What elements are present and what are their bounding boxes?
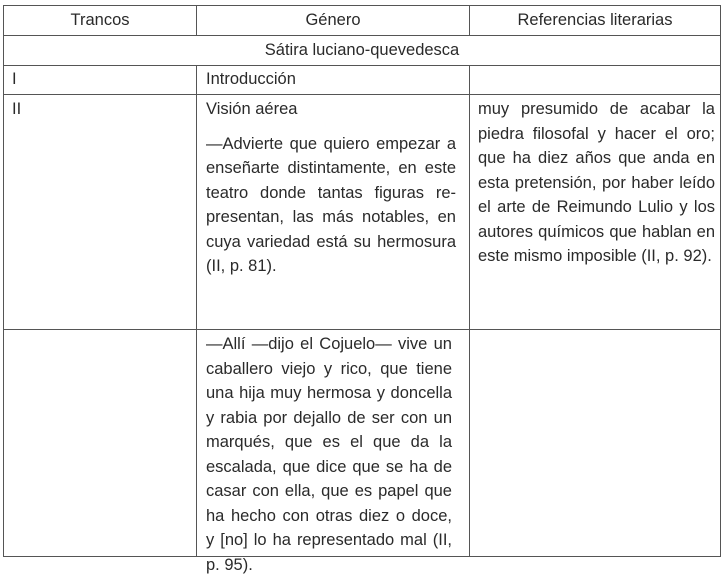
section-divider [3, 65, 721, 66]
genero-cell [206, 332, 452, 577]
header-divider [3, 35, 721, 36]
table-border-top [3, 5, 721, 6]
header-trancos: Trancos [70, 11, 130, 29]
table-border-left [3, 5, 4, 557]
tranco-cell: I [12, 70, 17, 88]
quote-text: —Advierte que quiero empezar a enseñarte distintamente, en este teatro donde tantas figuras representan, las más notables, en cuya variedad está su hermosura (II, p. 81). [206, 134, 456, 275]
row-divider [3, 94, 721, 95]
row-divider [3, 329, 721, 330]
column-divider [196, 65, 197, 557]
header-genero: Género [305, 11, 361, 29]
literary-table [3, 5, 721, 574]
section-title: Sátira luciano-quevedesca [264, 41, 460, 59]
table-border-right [720, 5, 721, 557]
genero-cell [206, 97, 456, 279]
genero-cell: Introducción [206, 70, 296, 88]
referencias-cell: muy presumido de acabar la piedra filosofal y hacer el oro; que ha diez años que anda en esta pretensión, por haber leído el arte de Reimundo Lulio y los autores químicos que hablan en este mismo imposible (II, p. 92). [478, 100, 715, 265]
quote-text: —Allí —dijo el Cojuelo— vive un caballero viejo y rico, que tiene una hija muy hermosa y doncella y rabia por dejallo de ser con un marqués, que es el que da la escalada, que dice que se ha de casar con ella, que es papel que ha hecho con otras diez o doce, y [no] lo ha representado mal (II, p. 95). [206, 335, 452, 574]
header-referencias: Referencias literarias [517, 11, 673, 29]
tranco-cell: II [12, 100, 22, 118]
column-divider [469, 65, 470, 557]
genre-title: Visión aérea [206, 100, 298, 118]
